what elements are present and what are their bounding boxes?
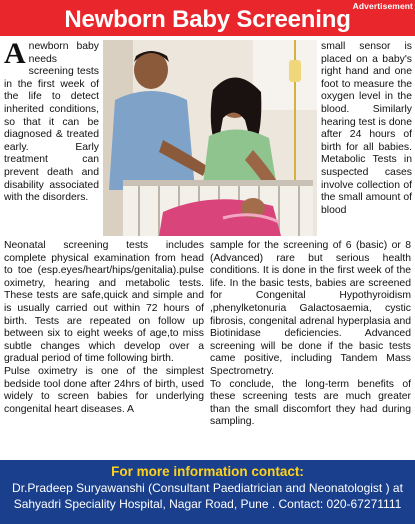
contact-footer (0, 460, 415, 524)
pulse-oximetry-paragraph: Pulse oximetry is one of the simplest bedside tool done after 24hrs of birth, used widely to screen babies for underlying congenital heart diseases. A (4, 365, 204, 415)
article-right-column (321, 41, 412, 217)
metabolic-tests-paragraph: sample for the screening of 6 (basic) or 8 (Advanced) rare but serious health conditions. It is done in the first week of the life. In the basic tests, babies are screened for Congenital Hypothyroidism ,phenylketonuria Galactosaemia, cystic fibrosis, congenital adrenal hyperplasia and Biotinidase deficiencies. Advanced screening will be done if the basic tests came positive, including Tandem Mass Spectrometry. (210, 240, 411, 377)
contact-heading: For more information contact: (111, 464, 304, 479)
article-intro-column (4, 37, 99, 205)
header-banner (0, 0, 415, 36)
conclusion-paragraph: To conclude, the long-term benefits of these screening tests are much greater than the small discomfort they had during sampling. (210, 378, 411, 428)
page-title: Newborn Baby Screening (64, 6, 351, 33)
contact-details: Dr.Pradeep Suryawanshi (Consultant Paediatrician and Neonatologist ) at Sahyadri Speciality Hospital, Nagar Road, Pune . Contact: 020-67271111 (12, 481, 403, 511)
right-column-text: small sensor is placed on a baby's right hand and one foot to measure the oxygen level in the blood. Similarly hearing test is done after 24 hours of birth for all babies. Metabolic Tests in suspected cases involve collection of the small amount of blood (321, 41, 412, 216)
article-bottom-left-column (4, 240, 204, 416)
advertisement-label: Advertisement (352, 1, 413, 11)
neonatal-tests-paragraph: Neonatal screening tests includes complete physical examination from head to toe (esp.eyes/heart/hips/genitalia).pulse oximetry, hearing and metabolic tests. These tests are safe,quick and simple and is usually carried out within 72 hours of birth. Tests are repeated on follow up between six to eight weeks of age,to miss subtle changes which develop over a gradual period of time following birth. (4, 240, 204, 365)
article-bottom-right-column (210, 240, 411, 429)
family-with-newborn-illustration (103, 40, 317, 236)
family-photo (103, 40, 317, 236)
drop-cap: A (4, 37, 26, 70)
intro-text: newborn baby needs screening tests in the first week of the life to detect inherited conditions, so that it can be diagnosed & treated early. Early treatment can prevent death and disability associated with the disorders. (4, 41, 99, 204)
